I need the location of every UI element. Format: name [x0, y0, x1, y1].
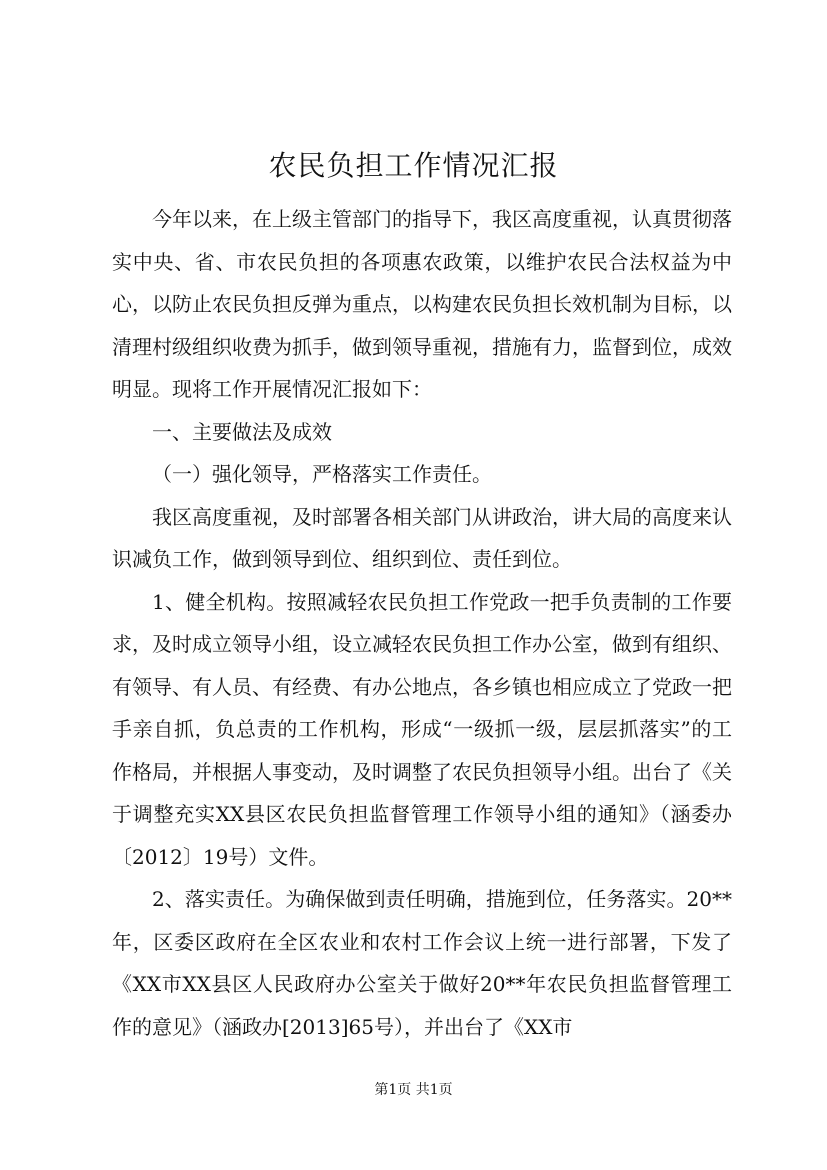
section-heading: 一、主要做法及成效 [152, 419, 332, 444]
document-title: 农民负担工作情况汇报 [268, 149, 559, 182]
paragraph-item-1: 1、健全机构。按照减轻农民负担工作党政一把手负责制的工作要求，及时成立领导小组，设立减轻农民负担工作办公室，做到有组织、有领导、有人员、有经费、有办公地点，各乡镇也相应成立了党政一把手亲自抓，负总责的工作机构，形成“一级抓一级，层层抓落实”的工作格局，并根据人事变动，及时调整了农民负担领导小组。出台了《关于调整充实XX县区农民负担监督管理工作领导小组的通知》（涵委办〔2012〕19号）文件。 [112, 589, 732, 869]
subsection-heading: （一）强化领导，严格落实工作责任。 [152, 462, 492, 486]
page-footer: 第1页 共1页 [374, 1082, 453, 1098]
document-body [112, 198, 732, 1048]
paragraph-intro: 今年以来，在上级主管部门的指导下，我区高度重视，认真贯彻落实中央、省、市农民负担的各项惠农政策，以维护农民合法权益为中心，以防止农民负担反弹为重点，以构建农民负担长效机制为目标，以清理村级组织收费为抓手，做到领导重视，措施有力，监督到位，成效明显。现将工作开展情况汇报如下： [112, 207, 732, 401]
paragraph-overview: 我区高度重视，及时部署各相关部门从讲政治，讲大局的高度来认识减负工作，做到领导到位、组织到位、责任到位。 [112, 504, 732, 571]
paragraph-item-2: 2、落实责任。为确保做到责任明确，措施到位，任务落实。20**年，区委区政府在全区农业和农村工作会议上统一进行部署，下发了《XX市XX县区人民政府办公室关于做好20**年农民负担监督管理工作的意见》（涵政办[2013]65号），并出台了《XX市 [112, 887, 732, 1039]
